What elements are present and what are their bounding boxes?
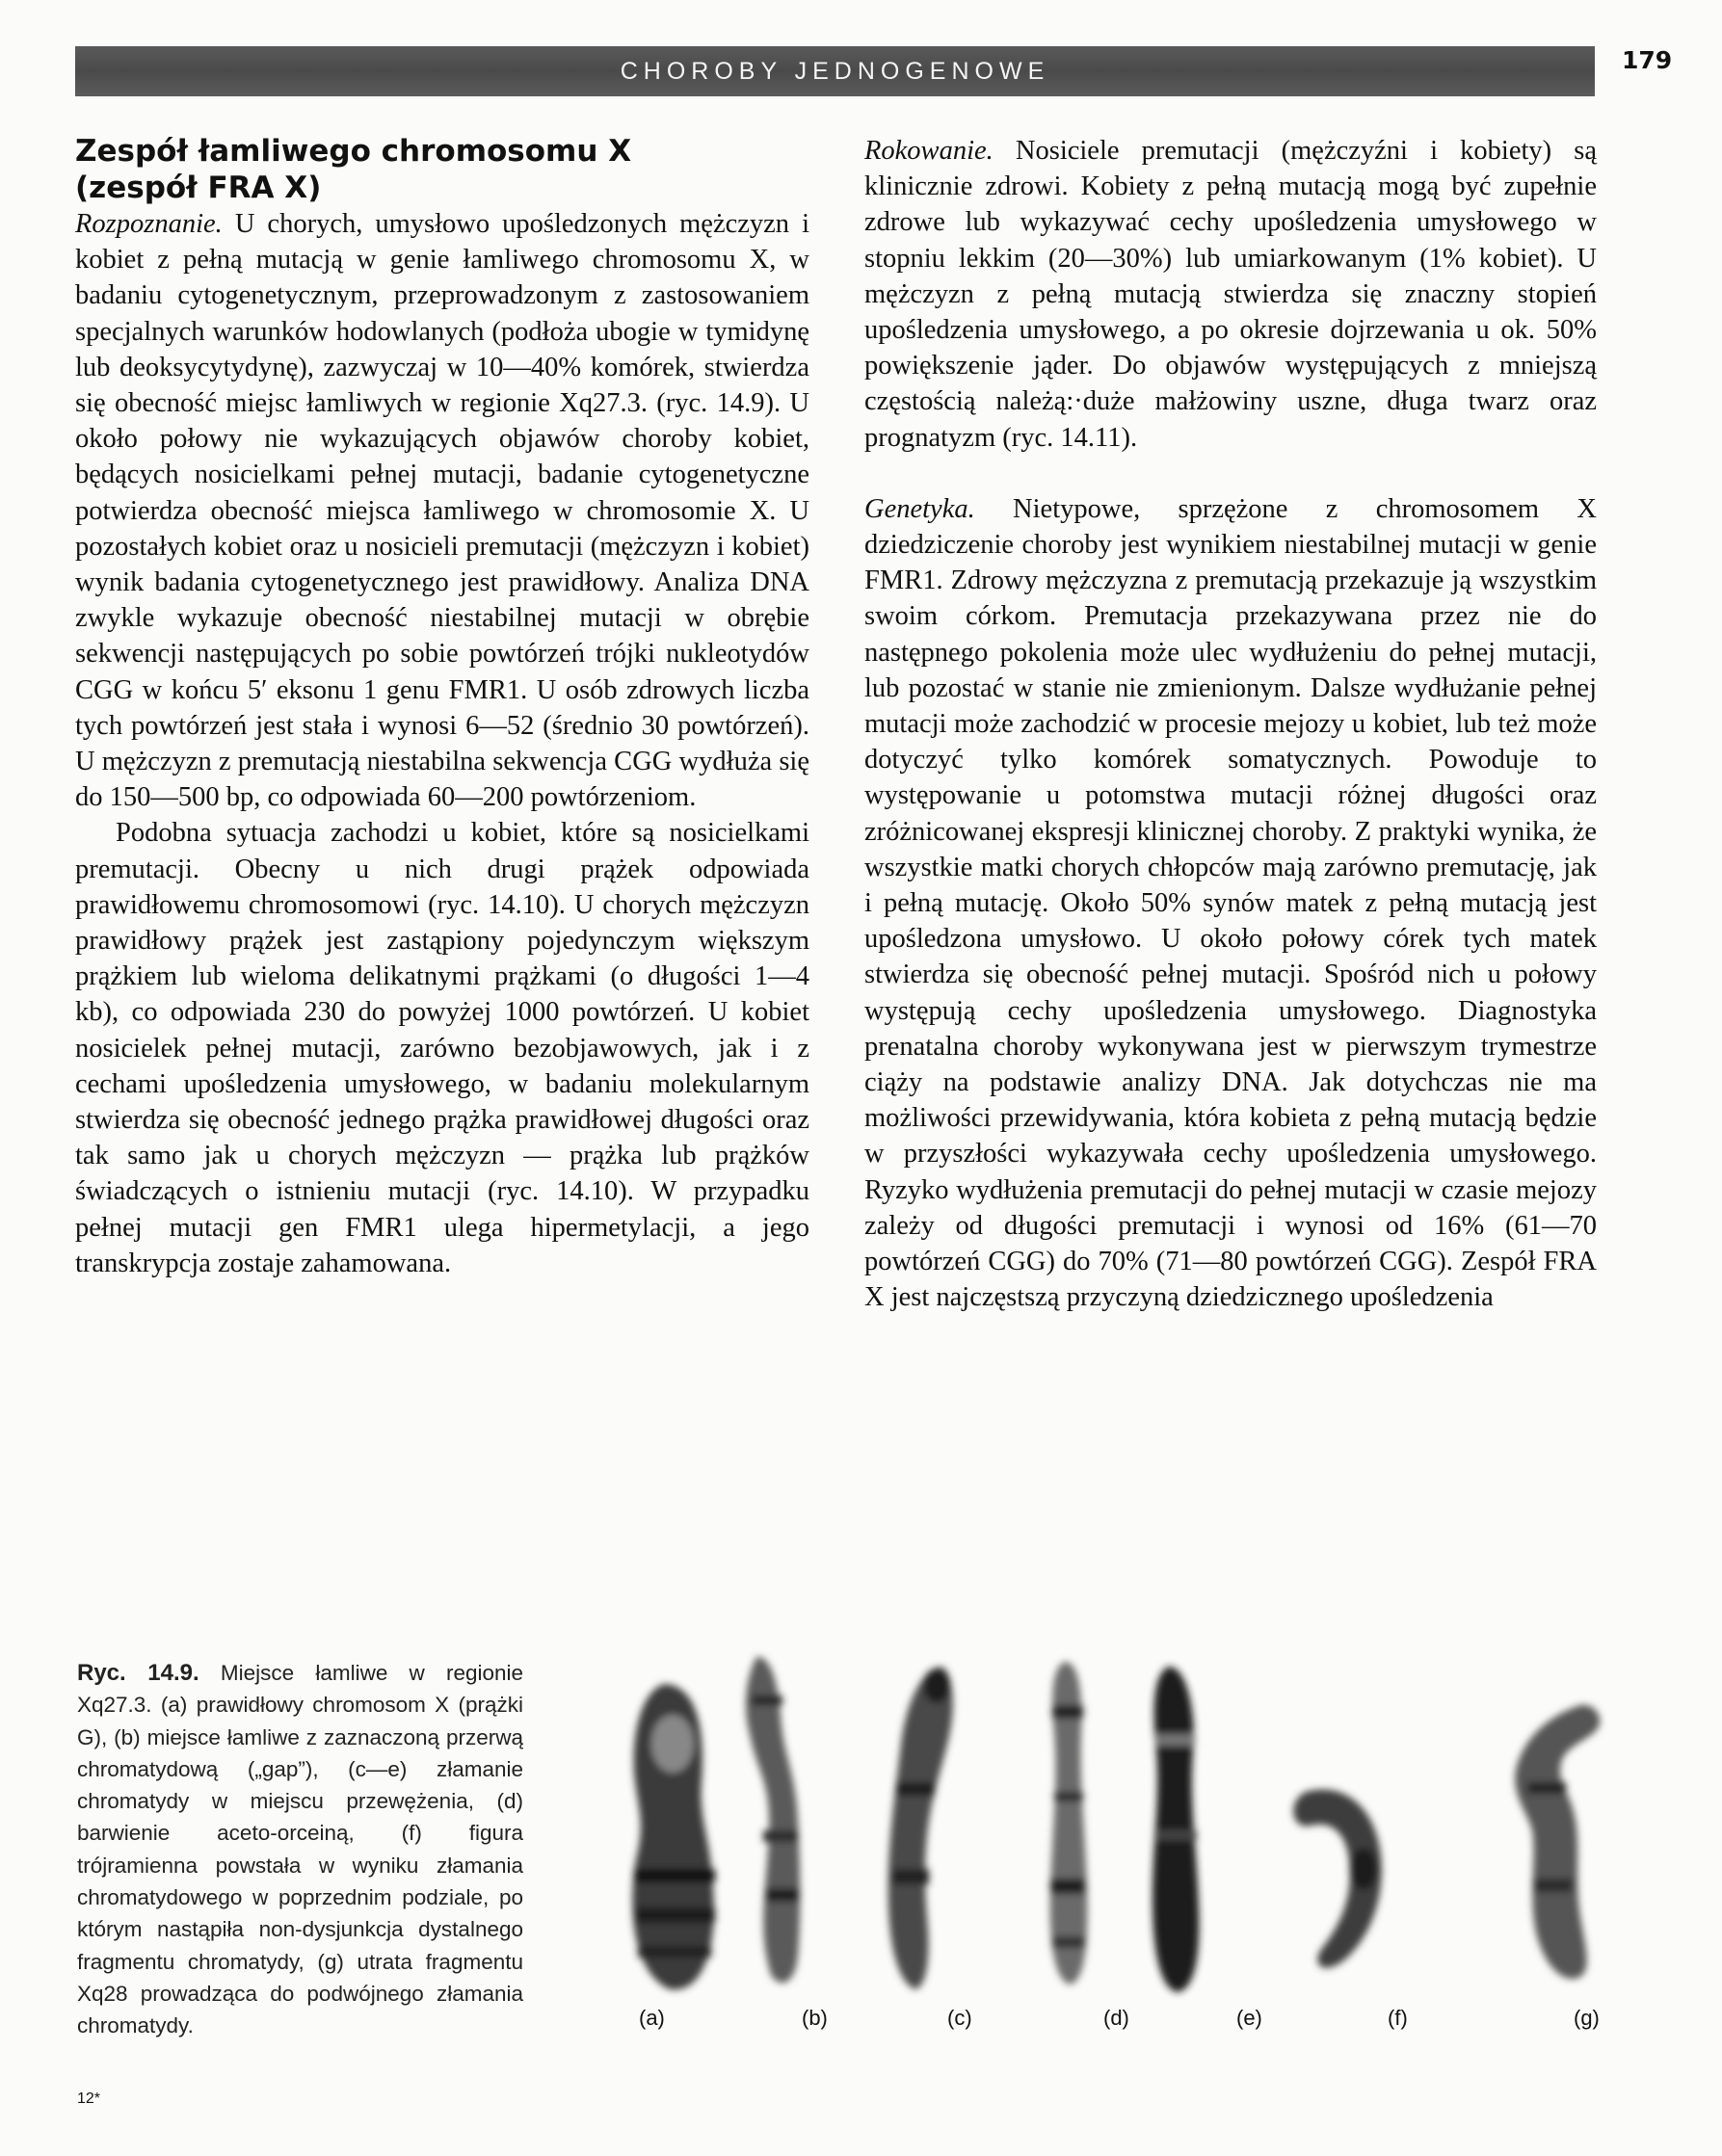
chromosome-g-image	[1515, 1705, 1600, 1979]
running-header-title: CHOROBY JEDNOGENOWE	[620, 58, 1050, 85]
prognosis-text: Nosiciele premutacji (mężczyźni i kobiety) są klinicznie zdrowi. Kobiety z pełną mutacją mogą być zupełnie zdrowe lub wykazywać cechy upośledzenia umysłowego w stopniu lekkim (20—30%) lub umiarkowanym (1% kobiet). U mężczyzn z pełną mutacją stwierdza się znaczny stopień upośledzenia umysłowego, a po okresie dojrzewania u ok. 50% powiększenie jąder. Do objawów występujących z mniejszą częstością należą:·duże małżowiny uszne, długa twarz oraz prognatyzm (ryc. 14.11).	[864, 136, 1597, 453]
chromosome-e-image	[1152, 1667, 1199, 1992]
diagnosis-label: Rozpoznanie.	[75, 209, 223, 239]
panel-label-f: (f)	[1388, 2006, 1408, 2030]
carrier-paragraph: Podobna sytuacja zachodzi u kobiet, które są nosicielkami premutacji. Obecny u nich drugi prążek odpowiada prawidłowemu chromosomowi (ryc. 14.10). U chorych mężczyzn prawidłowy prążek jest zastąpiony pojedynczym większym prążkiem lub wieloma delikatnymi prążkami (o długości 1—4 kb), co odpowiada 230 do powyżej 1000 powtórzeń. U kobiet nosicielek pełnej mutacji, zarówno bezobjawowych, jak i z cechami upośledzenia umysłowego, w badaniu molekularnym stwierdza się obecność jednego prążka prawidłowej długości oraz tak samo jak u chorych mężczyzn — prążka lub prążków świadczących o istnieniu mutacji (ryc. 14.10). W przypadku pełnej mutacji gen FMR1 ulega hipermetylacji, a jego transkrypcja zostaje zahamowana.	[75, 818, 809, 1278]
section-heading	[75, 133, 809, 206]
genetics-label: Genetyka.	[864, 493, 975, 524]
running-header-bar	[75, 46, 1595, 96]
section-heading-line1: Zespół łamliwego chromosomu X	[75, 134, 632, 169]
diagnosis-paragraph	[75, 206, 809, 815]
left-column	[75, 133, 809, 1281]
chromosome-d-image	[1050, 1662, 1088, 1985]
chromosome-a-image	[632, 1684, 715, 1989]
chromosome-figure	[578, 1638, 1648, 2042]
panel-label-b: (b)	[802, 2006, 828, 2030]
figure-caption-label: Ryc. 14.9.	[77, 1660, 199, 1686]
panel-label-a: (a)	[639, 2006, 665, 2030]
prognosis-paragraph	[864, 133, 1597, 456]
section-heading-line2: (zespół FRA X)	[75, 171, 322, 205]
genetics-paragraph	[864, 491, 1597, 1316]
page-number: 179	[1622, 46, 1673, 74]
panel-label-e: (e)	[1236, 2006, 1262, 2030]
panel-label-c: (c)	[947, 2006, 972, 2030]
printer-signature-mark: 12*	[77, 2090, 101, 2107]
prognosis-label: Rokowanie.	[864, 136, 993, 166]
figure-caption	[77, 1657, 523, 2042]
right-column	[864, 133, 1597, 1316]
panel-label-d: (d)	[1103, 2006, 1129, 2030]
chromosome-b-image	[746, 1657, 800, 1983]
chromosome-f-image	[1293, 1789, 1381, 1967]
genetics-text: Nietypowe, sprzężone z chromosomem X dziedziczenie choroby jest wynikiem niestabilnej mutacji w genie FMR1. Zdrowy mężczyzna z premutacją przekazuje ją wszystkim swoim córkom. Premutacja przekazywana przez nie do następnego pokolenia może ulec wydłużeniu do pełnej mutacji, lub pozostać w stanie nie zmienionym. Dalsze wydłużanie pełnej mutacji może zachodzić w procesie mejozy u kobiet, lub też może dotyczyć tylko komórek somatycznych. Powoduje to występowanie u potomstwa mutacji różnej długości oraz zróżnicowanej ekspresji klinicznej choroby. Z praktyki wynika, że wszystkie matki chorych chłopców mają zarówno premutację, jak i pełną mutację. Około 50% synów matek z pełną mutacją jest upośledzona umysłowo. U około połowy córek tych matek stwierdza się obecność pełnej mutacji. Spośród nich u połowy występują cechy upośledzenia umysłowego. Diagnostyka prenatalna choroby wykonywana jest w pierwszym trymestrze ciąży na podstawie analizy DNA. Jak dotychczas nie ma możliwości przewidywania, która kobieta z pełną mutacją będzie w przyszłości wykazywała cechy upośledzenia umysłowego. Ryzyko wydłużenia premutacji do pełnej mutacji w czasie mejozy zależy od długości premutacji i wynosi od 16% (61—70 powtórzeń CGG) do 70% (71—80 powtórzeń CGG). Zespół FRA X jest najczęstszą przyczyną dziedzicznego upośledzenia	[864, 493, 1597, 1313]
panel-label-g: (g)	[1574, 2006, 1600, 2030]
diagnosis-text: U chorych, umysłowo upośledzonych mężczyzn i kobiet z pełną mutacją w genie łamliwego chromosomu X, w badaniu cytogenetycznym, przeprowadzonym z zastosowaniem specjalnych warunków hodowlanych (podłoża ubogie w tymidynę lub deoksycytydynę), zazwyczaj w 10—40% komórek, stwierdza się obecność miejsc łamliwych w regionie Xq27.3. (ryc. 14.9). U około połowy nie wykazujących objawów choroby kobiet, będących nosicielkami pełnej mutacji, badanie cytogenetyczne potwierdza obecność miejsca łamliwego w chromosomie X. U pozostałych kobiet oraz u nosicieli premutacji (mężczyzn i kobiet) wynik badania cytogenetycznego jest prawidłowy. Analiza DNA zwykle wykazuje obecność niestabilnej mutacji w obrębie sekwencji następujących po sobie powtórzeń trójki nukleotydów CGG w końcu 5′ eksonu 1 genu FMR1. U osób zdrowych liczba tych powtórzeń jest stała i wynosi 6—52 (średnio 30 powtórzeń). U mężczyzn z premutacją niestabilna sekwencja CGG wydłuża się do 150—500 bp, co odpowiada 60—200 powtórzeniom.	[75, 209, 809, 813]
chromosome-c-image	[888, 1667, 953, 1989]
figure-caption-text: Miejsce łamliwe w regionie Xq27.3. (a) prawidłowy chromosom X (prążki G), (b) miejsce łamliwe z zaznaczoną przerwą chromatydową („gap”), (c—e) złamanie chromatydy w miejscu przewężenia, (d) barwienie aceto-orceiną, (f) figura trójramienna powstała w wyniku złamania chromatydowego w poprzednim podziale, po którym nastąpiła non-dysjunkcja dystalnego fragmentu chromatydy, (g) utrata fragmentu Xq28 prowadząca do podwójnego złamania chromatydy.	[77, 1661, 524, 2038]
